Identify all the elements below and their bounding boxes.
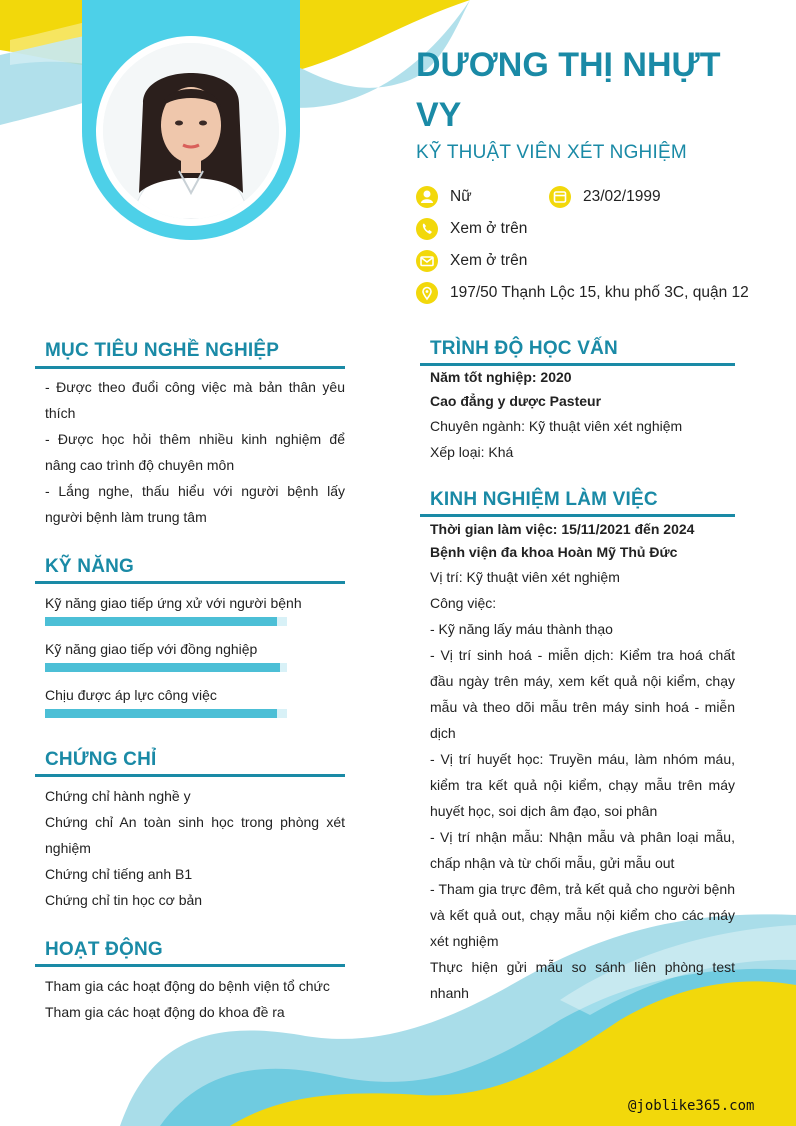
birthday-row: [549, 186, 661, 208]
experience-duties-label: Công việc:: [430, 595, 497, 611]
phone-icon: [416, 218, 438, 240]
experience-position: Vị trí: Kỹ thuật viên xét nghiệm: [430, 569, 620, 585]
skill-bar-fill: [45, 663, 280, 672]
experience-duty: - Kỹ năng lấy máu thành thạo: [430, 621, 613, 637]
objective-line: - Được theo đuổi công việc mà bản thân yêu thích: [45, 379, 345, 421]
experience-heading: KINH NGHIỆM LÀM VIỆC: [430, 489, 658, 510]
address-row: [416, 282, 749, 304]
objective-line: - Được học hỏi thêm nhiều kinh nghiệm để nâng cao trình độ chuyên môn: [45, 431, 345, 473]
job-title: KỸ THUẬT VIÊN XÉT NGHIỆM: [416, 142, 687, 163]
skill-bar: [45, 709, 287, 718]
email-value: Xem ở trên: [450, 252, 528, 269]
email-row: [416, 250, 527, 272]
experience-period: Thời gian làm việc: 15/11/2021 đến 2024: [430, 521, 695, 537]
skill-label: Kỹ năng giao tiếp ứng xử với người bệnh: [45, 595, 302, 611]
experience-duty: - Vị trí sinh hoá - miễn dịch: Kiểm tra hoá chất đầu ngày trên máy, xem kết quả nội kiểm, chạy mẫu và theo dõi mẫu trên máy sinh hoá - miễn dịch: [430, 647, 735, 741]
certificates-divider: [35, 774, 345, 777]
skill-label: Chịu được áp lực công việc: [45, 687, 217, 703]
experience-duty: Thực hiện gửi mẫu so sánh liên phòng test nhanh: [430, 959, 735, 1001]
location-pin-icon: [416, 282, 438, 304]
experience-company: Bệnh viện đa khoa Hoàn Mỹ Thủ Đức: [430, 544, 678, 560]
activity-item: Tham gia các hoạt động do khoa đề ra: [45, 1004, 285, 1020]
user-icon: [416, 186, 438, 208]
profile-photo: [103, 43, 279, 219]
certificates-heading: CHỨNG CHỈ: [45, 749, 157, 770]
address-value: 197/50 Thạnh Lộc 15, khu phố 3C, quận 12: [450, 284, 749, 301]
phone-value: Xem ở trên: [450, 220, 528, 237]
objective-line: - Lắng nghe, thấu hiểu với người bệnh lấy người bệnh làm trung tâm: [45, 483, 345, 525]
certificate-item: Chứng chỉ hành nghề y: [45, 788, 191, 804]
gender-row: [416, 186, 472, 208]
skills-heading: KỸ NĂNG: [45, 556, 135, 577]
education-major: Chuyên ngành: Kỹ thuật viên xét nghiệm: [430, 418, 683, 434]
certificate-item: Chứng chỉ tin học cơ bản: [45, 892, 203, 908]
activities-heading: HOẠT ĐỘNG: [45, 939, 163, 960]
education-school: Cao đẳng y dược Pasteur: [430, 393, 602, 409]
objective-divider: [35, 366, 345, 369]
skill-bar: [45, 663, 287, 672]
candidate-name: DƯƠNG THỊ NHỰT VY: [416, 46, 721, 134]
skill-bar-fill: [45, 709, 277, 718]
skills-divider: [35, 581, 345, 584]
certificate-item: Chứng chỉ tiếng anh B1: [45, 866, 193, 882]
objective-heading: MỤC TIÊU NGHỀ NGHIỆP: [45, 340, 280, 361]
skill-bar-fill: [45, 617, 277, 626]
skill-label: Kỹ năng giao tiếp với đồng nghiệp: [45, 641, 258, 657]
experience-duty: - Vị trí huyết học: Truyền máu, làm nhóm máu, kiểm tra kết quả nội kiểm, chạy mẫu trên máy huyết học, soi dịch âm đạo, soi phân: [430, 751, 735, 819]
education-year: Năm tốt nghiệp: 2020: [430, 369, 572, 385]
calendar-icon: [549, 186, 571, 208]
experience-duty: - Tham gia trực đêm, trả kết quả cho người bệnh và kết quả out, chạy mẫu nội kiểm cho các máy xét nghiệm: [430, 881, 735, 949]
email-icon: [416, 250, 438, 272]
birthday-value: 23/02/1999: [583, 188, 661, 205]
watermark: @joblike365.com: [628, 1098, 755, 1114]
experience-duty: - Vị trí nhận mẫu: Nhận mẫu và phân loại mẫu, chấp nhận và từ chối mẫu, gửi mẫu out: [430, 829, 735, 871]
activity-item: Tham gia các hoạt động do bệnh viện tổ chức: [45, 978, 330, 994]
education-grade: Xếp loại: Khá: [430, 444, 514, 460]
activities-divider: [35, 964, 345, 967]
gender-value: Nữ: [450, 188, 472, 205]
skill-bar: [45, 617, 287, 626]
phone-row: [416, 218, 527, 240]
certificate-item: Chứng chỉ An toàn sinh học trong phòng xét nghiệm: [45, 814, 345, 856]
education-heading: TRÌNH ĐỘ HỌC VẤN: [430, 338, 618, 359]
